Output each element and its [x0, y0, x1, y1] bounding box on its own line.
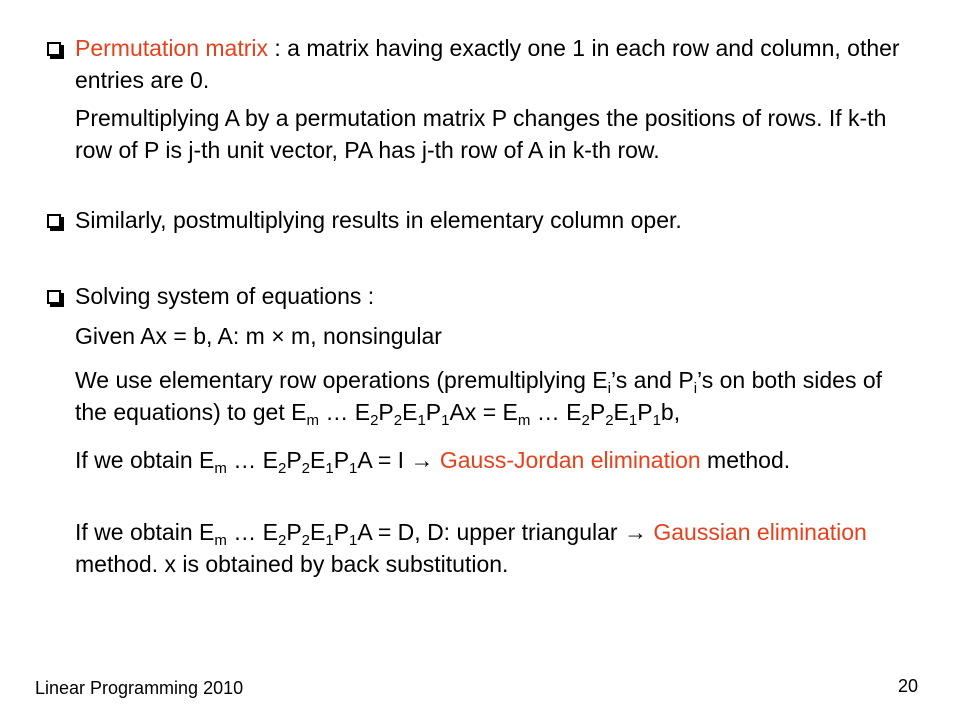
- term-gauss-jordan: Gauss-Jordan elimination: [439, 447, 701, 473]
- paragraph-elementary-ops: We use elementary row operations (premultiplying $E_i’s$ and $P_i’s$ on both sides of the equations) to get $E_m$ … $E_2P_2E_1P_1Ax = E_m$ … $E_2P_2E_1P_1b$,: [75, 367, 883, 429]
- bullet-postmultiplying: Similarly, postmultiplying results in elementary column oper.: [75, 207, 682, 233]
- bullet-permutation-matrix: [75, 32, 920, 96]
- paragraph-gaussian: If we obtain $E_m$ … $E_2P_2E_1P_1A = D$, D: upper triangular → Gaussian elimination method. x is obtained by back substitution.: [75, 519, 867, 577]
- term-permutation-matrix: Permutation matrix: [75, 35, 269, 61]
- hollow-square-bullet-icon: [47, 214, 61, 228]
- paragraph-given: Given Ax = b, A: m × m, nonsingular: [75, 323, 442, 349]
- page-number: 20: [898, 676, 919, 696]
- bullet-solving-system: Solving system of equations :: [75, 283, 375, 309]
- footer-course-title: Linear Programming 2010: [35, 678, 244, 698]
- term-gaussian-elimination: Gaussian elimination: [653, 519, 867, 545]
- hollow-square-bullet-icon: [47, 290, 61, 304]
- hollow-square-bullet-icon: [47, 42, 61, 56]
- paragraph-premultiplying: Premultiplying A by a permutation matrix P changes the positions of rows. If k-th row of P is j-th unit vector, PA has j-th row of A in k-th row.: [75, 105, 887, 163]
- paragraph-gauss-jordan: If we obtain $E_m$ … $E_2P_2E_1P_1A = I$ → Gauss-Jordan elimination method.: [75, 447, 791, 477]
- definition-text: : a matrix having exactly one 1 in each row and column, other entries are 0.: [75, 35, 900, 93]
